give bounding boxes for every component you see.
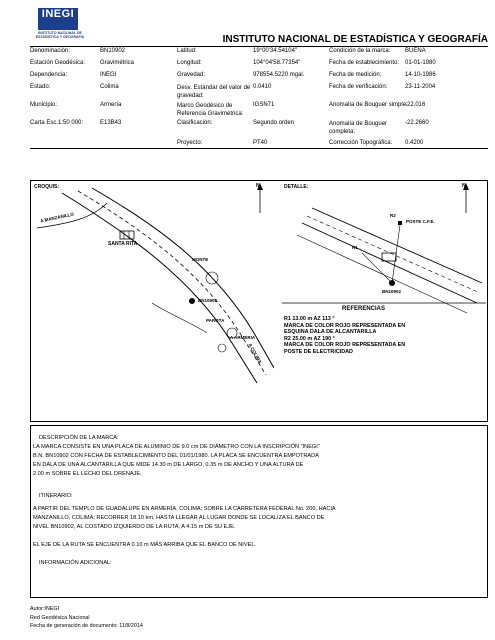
reference-line: POSTE DE ELECTRICIDAD <box>284 348 353 355</box>
label-monte: MONTE <box>192 257 209 262</box>
reference-line: ESQUINA DALA DE ALCANTARILLA <box>284 329 377 335</box>
logo-mark: INEGI <box>41 8 75 20</box>
description-line: B.N. BN10902 CON FECHA DE ESTABLECIMIENTO DEL 01/01/1980. LA PLACA SE ENCUENTRA EMPOTRADA <box>33 453 319 459</box>
axis-note: EL EJE DE LA RUTA SE ENCUENTRA 0.10 m MÁS ARRIBA QUE EL BANCO DE NIVEL. <box>33 542 256 548</box>
label-to-manzanillo: A MANZANILLO <box>39 211 75 224</box>
itinerary-line: A PARTIR DEL TEMPLO DE GUADALUPE EN ARMERÍA, COLIMA; SOBRE LA CARRETERA FEDERAL No. 200, HACIA <box>33 506 336 512</box>
label-clasificacion: Clasificación: <box>177 120 213 126</box>
label-correccion-topografica: Corrección Topográfica: <box>329 140 393 146</box>
label-armeria: A ARMERIA <box>230 335 256 340</box>
label-santa-rita: SANTA RITA <box>108 241 138 247</box>
label-municipio: Municipio: <box>30 102 58 108</box>
referencias-title: REFERENCIAS <box>342 306 386 312</box>
value-estacion: Gravimétrica <box>100 60 135 66</box>
reference-line: MARCA DE COLOR ROJO REPRESENTADA EN <box>284 322 406 329</box>
value-desv-estandar: 0.0410 <box>253 84 272 90</box>
label-dependencia: Dependencia: <box>30 72 68 78</box>
croquis-drawing <box>32 183 274 419</box>
label-estado: Estado: <box>30 84 51 90</box>
itinerary-line: NIVEL BN10902, AL COSTADO IZQUIERDO DE LA RUTA, A 4.15 m DE SU EJE. <box>33 524 236 530</box>
document-page <box>30 8 488 634</box>
label-parota: PAROTA <box>206 318 225 323</box>
reference-line: R1 13.00 m AZ 113 ° <box>284 316 335 322</box>
north-arrow-label-detalle: N <box>462 183 466 189</box>
croquis-sketch <box>32 183 274 419</box>
detalle-drawing <box>282 183 486 419</box>
page-title: INSTITUTO NACIONAL DE ESTADÍSTICA Y GEOGRAFÍA <box>222 34 488 45</box>
value-gravedad: 978554.5220 mgal. <box>253 72 305 78</box>
itinerary-line: MANZANILLO, COLIMA; RECORRER 18.10 km, HASTA LLEGAR AL LUGAR DONDE SE LOCALIZA EL BANCO DE <box>33 515 325 521</box>
label-poste-cfe: POSTE C.F.E. <box>406 219 435 224</box>
label-marco-geodesico: Marco Geodésico de Referencia Gravimétrica: <box>177 103 244 117</box>
value-anomalia-simple: -22.016 <box>405 102 426 108</box>
value-correccion-topografica: 0.4200 <box>405 140 424 146</box>
value-proyecto: PT40 <box>253 140 268 146</box>
value-carta: E13B43 <box>100 120 122 126</box>
value-fecha-verificacion: 23-11-2004 <box>405 84 436 90</box>
description-line: 2.00 m SOBRE EL LECHO DEL DRENAJE. <box>33 471 142 477</box>
value-anomalia-completa: -22.2660 <box>405 120 429 126</box>
label-r2: R2 <box>390 213 396 218</box>
detalle-diagram <box>282 183 486 419</box>
detalle-title: DETALLE: <box>284 184 309 190</box>
description-heading: DESCRIPCIÓN DE LA MARCA: <box>39 435 119 441</box>
title-divider <box>30 46 488 47</box>
referencias-list <box>284 316 405 355</box>
label-latitud: Latitud: <box>177 48 197 54</box>
description-box <box>30 425 488 598</box>
label-desv-estandar: Desv. Estándar del valor de gravedad: <box>177 85 251 99</box>
label-fecha-establecimiento: Fecha de establecimiento: <box>329 60 400 66</box>
table-row <box>30 140 488 149</box>
label-r1: R1 <box>352 245 358 250</box>
reference-line: R2 25.00 m AZ 190 ° <box>284 335 335 342</box>
label-longitud: Longitud: <box>177 60 202 66</box>
label-fecha-verificacion: Fecha de verificación: <box>329 84 388 90</box>
footer-author: Autor:INEGI <box>30 606 60 612</box>
footer-network: Red Geodésica Nacional <box>30 614 90 621</box>
value-fecha-establecimiento: 01-01-1980 <box>405 60 436 66</box>
value-dependencia: INEGI <box>100 72 117 78</box>
description-line: LA MARCA CONSISTE EN UNA PLACA DE ALUMINIO DE 9.0 cm DE DIÁMETRO CON LA INSCRIPCIÓN "INEGI" <box>33 444 320 450</box>
label-carta: Carta Esc.1:50 000: <box>30 120 84 126</box>
value-estado: Colima <box>100 84 119 90</box>
reference-line: MARCA DE COLOR ROJO REPRESENTADA EN <box>284 342 406 348</box>
value-marco-geodesico: IGSN71 <box>253 102 275 108</box>
value-fecha-medicion: 14-10-1986 <box>405 72 436 78</box>
value-municipio: Armería <box>100 102 122 108</box>
value-denominacion: BN10902 <box>100 48 126 54</box>
value-latitud: 19°00'34.54104" <box>253 48 298 54</box>
label-estacion: Estación Geodésica: <box>30 60 86 66</box>
label-fecha-medicion: Fecha de medición: <box>329 72 382 78</box>
footer <box>30 605 143 631</box>
value-condicion: BUENA <box>405 48 426 54</box>
croquis-title: CROQUIS: <box>34 184 59 190</box>
label-anomalia-completa: Anomalía de Bouguer completa: <box>329 121 388 135</box>
footer-generated-date: Fecha de generación de documento: 11/8/2014 <box>30 623 143 629</box>
value-clasificacion: Segundo orden <box>253 120 295 126</box>
additional-info-heading: INFORMACIÓN ADICIONAL: <box>39 560 112 566</box>
label-to-colima: A COLIMA <box>247 342 263 365</box>
label-gravedad: Gravedad: <box>177 72 206 78</box>
logo-subtitle: INSTITUTO NACIONAL DE ESTADÍSTICA Y GEOGRAFÍA <box>35 31 85 39</box>
label-bn-detalle: BN10902 <box>382 289 402 294</box>
description-line: EN DALA DE UNA ALCANTARILLA QUE MIDE 14.30 m DE LARGO, 0.35 m DE ANCHO Y UNA ALTURA DE <box>33 462 304 468</box>
label-condicion: Condición de la marca: <box>329 48 391 54</box>
value-longitud: 104°04'58.77354" <box>253 60 301 66</box>
itinerary-heading: ITINERARIO: <box>39 493 73 499</box>
label-proyecto: Proyecto: <box>177 140 203 146</box>
label-anomalia-simple: Anomalía de Bouguer simple: <box>329 102 408 108</box>
label-bn-croquis: BN10902 <box>198 298 218 303</box>
inegi-logo <box>30 8 94 48</box>
label-denominacion: Denominación: <box>30 48 71 54</box>
north-arrow-label: N <box>256 183 260 189</box>
